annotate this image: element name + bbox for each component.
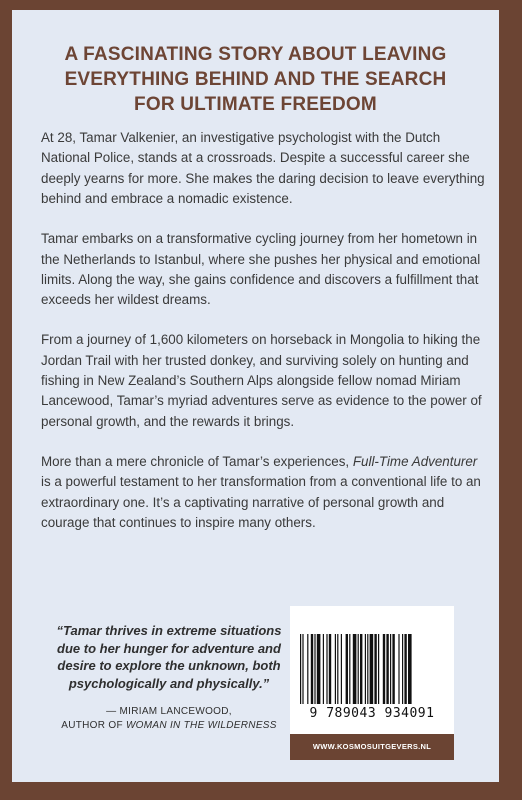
quote-author-credit	[54, 719, 284, 733]
publisher-url: WWW.KOSMOSUITGEVERS.NL	[290, 734, 454, 760]
quote-attribution	[54, 705, 284, 733]
headline	[12, 42, 499, 117]
headline-line-2: EVERYTHING BEHIND AND THE SEARCH	[64, 69, 447, 90]
barcode-icon	[300, 634, 444, 704]
endorsement-quote	[54, 622, 284, 733]
content-panel	[12, 10, 499, 782]
paragraph-4	[41, 452, 486, 534]
isbn-number: 9 789043 934091	[309, 706, 435, 721]
headline-line-3: FOR ULTIMATE FREEDOM	[134, 94, 377, 115]
barcode-box	[290, 606, 454, 760]
book-title: Full-Time Adventurer	[352, 453, 478, 469]
blurb	[41, 128, 486, 553]
paragraph-2: Tamar embarks on a transformative cycling journey from her hometown in the Netherlands to Istanbul, where she pushes her physical and emotional limits. Along the way, she gains confidence and discovers a fulfillment that exceeds her wildest dreams.	[41, 231, 481, 308]
quote-author-book: WOMAN IN THE WILDERNESS	[125, 720, 277, 731]
paragraph-3: From a journey of 1,600 kilometers on horseback in Mongolia to hiking the Jordan Trail with her trusted donkey, and surviving solely on hunting and fishing in New Zealand’s Southern Alps alongside fellow nomad Miriam Lancewood, Tamar’s myriad adventures serve as evidence to the power of personal growth, and the rewards it brings.	[41, 332, 482, 429]
quote-text: “Tamar thrives in extreme situations due to her hunger for adventure and desire to explore the unknown, both psychologically and physically.”	[56, 623, 282, 691]
headline-line-1: A FASCINATING STORY ABOUT LEAVING	[64, 44, 447, 65]
quote-author-of: AUTHOR OF	[61, 720, 126, 731]
paragraph-1: At 28, Tamar Valkenier, an investigative psychologist with the Dutch National Police, stands at a crossroads. Despite a successful career she deeply yearns for more. She makes the daring decision to leave everything behind and embrace a nomadic existence.	[41, 130, 485, 207]
quote-author: — MIRIAM LANCEWOOD,	[106, 706, 232, 717]
paragraph-4-start: More than a mere chronicle of Tamar’s experiences,	[41, 453, 353, 469]
paragraph-4-end: is a powerful testament to her transformation from a conventional life to an extraordinary one. It’s a captivating narrative of personal growth and courage that continues to inspire many others.	[41, 474, 481, 530]
